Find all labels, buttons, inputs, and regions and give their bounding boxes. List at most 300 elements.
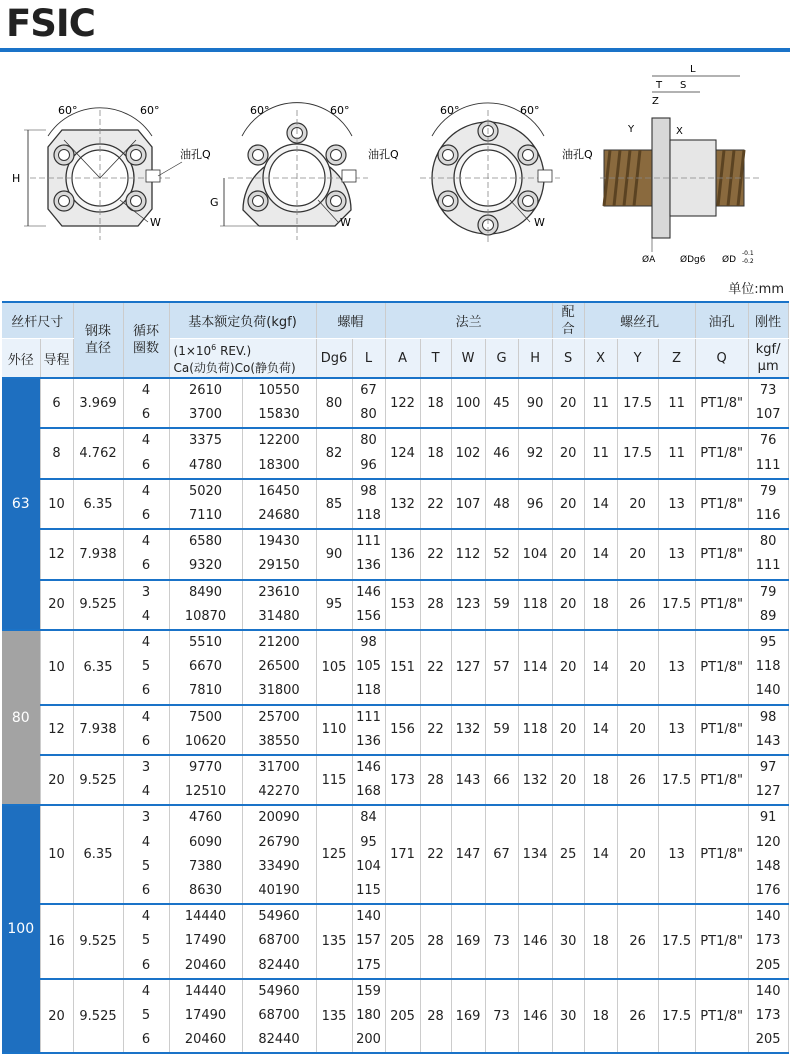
t-cell: 22: [420, 529, 451, 579]
circuits-cell-value: 3: [141, 584, 151, 600]
static-load-cell-value: 26500: [258, 659, 300, 675]
circuits-cell-value: 6: [141, 558, 151, 574]
flange-drawing-2: [210, 103, 399, 240]
circuits-cell: [123, 904, 169, 979]
dynamic-load-cell: [169, 755, 242, 805]
dynamic-load-cell-value: 7500: [188, 709, 223, 725]
length-cell-value: 104: [356, 858, 381, 874]
dim-l-label: L: [690, 64, 696, 75]
lead-cell: 10: [40, 630, 73, 705]
stiffness-cell-value: 107: [755, 407, 781, 423]
length-cell-value: 84: [360, 810, 377, 826]
col-ball-l2: 直径: [85, 341, 112, 356]
h-cell: 118: [518, 580, 552, 630]
static-load-cell: [242, 428, 316, 478]
x-cell: 18: [584, 979, 617, 1054]
y-cell: 17.5: [617, 378, 658, 428]
side-view-drawing: [600, 64, 760, 265]
static-load-cell-value: 15830: [258, 407, 300, 423]
table-row: [2, 378, 788, 428]
static-load-cell-value: 25700: [258, 709, 300, 725]
circuits-cell-value: 6: [141, 1032, 151, 1048]
w-cell: 107: [451, 479, 485, 529]
y-cell: 26: [617, 979, 658, 1054]
dynamic-load-cell-value: 14440: [184, 909, 227, 925]
tolerance-upper: -0.1: [742, 250, 754, 257]
q-cell: PT1/8": [695, 630, 748, 705]
y-cell: 20: [617, 630, 658, 705]
col-circuits: [123, 302, 169, 378]
stiffness-cell-value: 89: [759, 608, 777, 624]
ball-diameter-cell: 9.525: [73, 904, 123, 979]
table-row: [2, 979, 788, 1054]
length-cell-value: 115: [356, 883, 381, 899]
col-X: X: [584, 339, 617, 379]
w-cell: 123: [451, 580, 485, 630]
static-load-cell: [242, 630, 316, 705]
ball-diameter-cell: 9.525: [73, 580, 123, 630]
col-Y: Y: [617, 339, 658, 379]
h-cell: 90: [518, 378, 552, 428]
circuits-cell-value: 4: [141, 635, 151, 651]
static-load-cell-value: 10550: [258, 383, 300, 398]
flange-drawing-3: [420, 103, 593, 244]
y-cell: 26: [617, 904, 658, 979]
a-cell: 136: [385, 529, 420, 579]
q-cell: PT1/8": [695, 428, 748, 478]
dynamic-load-cell: [169, 529, 242, 579]
dynamic-load-cell: [169, 580, 242, 630]
dynamic-load-cell: [169, 378, 242, 428]
a-cell: 205: [385, 904, 420, 979]
static-load-cell: [242, 904, 316, 979]
a-cell: 171: [385, 805, 420, 904]
angle-label: 60°: [440, 104, 460, 117]
z-cell: 13: [658, 805, 695, 904]
col-circ-l1: 循环: [133, 324, 160, 339]
dim-w-label: W: [534, 216, 545, 229]
lead-cell: 6: [40, 378, 73, 428]
w-cell: 143: [451, 755, 485, 805]
circuits-cell-value: 4: [141, 834, 151, 850]
static-load-cell-value: 31480: [258, 608, 300, 624]
static-load-cell-value: 12200: [258, 433, 300, 449]
col-oil: 油孔: [695, 302, 748, 339]
oil-hole-label: 油孔Q: [562, 148, 593, 161]
g-cell: 48: [485, 479, 518, 529]
g-cell: 73: [485, 904, 518, 979]
h-cell: 146: [518, 979, 552, 1054]
col-Q: Q: [695, 339, 748, 379]
static-load-cell-value: 40190: [258, 883, 300, 899]
static-load-cell-value: 16450: [258, 483, 300, 499]
oil-hole-label: 油孔Q: [180, 148, 211, 161]
a-cell: 151: [385, 630, 420, 705]
z-cell: 17.5: [658, 580, 695, 630]
load-cols: Ca(动负荷)Co(静负荷): [173, 361, 296, 375]
col-W: W: [451, 339, 485, 379]
length-cell-value: 175: [356, 957, 381, 973]
col-bolt-hole: 螺丝孔: [584, 302, 695, 339]
circuits-cell-value: 6: [141, 883, 151, 899]
dynamic-load-cell-value: 2610: [188, 383, 223, 398]
dynamic-load-cell-value: 8490: [188, 584, 223, 600]
stiffness-cell-value: 111: [755, 457, 781, 473]
length-cell: [352, 705, 385, 755]
g-cell: 73: [485, 979, 518, 1054]
angle-label: 60°: [140, 104, 160, 117]
dg6-cell: 80: [316, 378, 352, 428]
ball-diameter-cell: 9.525: [73, 979, 123, 1054]
dim-w-label: W: [340, 216, 351, 229]
a-cell: 173: [385, 755, 420, 805]
dynamic-load-cell-value: 6580: [188, 534, 223, 550]
stiffness-cell-value: 111: [755, 558, 781, 574]
lead-cell: 20: [40, 755, 73, 805]
x-cell: 14: [584, 529, 617, 579]
col-G: G: [485, 339, 518, 379]
length-cell: [352, 630, 385, 705]
s-cell: 20: [552, 630, 584, 705]
col-screw: 丝杆尺寸: [2, 302, 73, 339]
col-flange: 法兰: [385, 302, 552, 339]
s-cell: 20: [552, 755, 584, 805]
circuits-cell: [123, 705, 169, 755]
circuits-cell-value: 3: [141, 810, 151, 826]
dynamic-load-cell: [169, 630, 242, 705]
length-cell-value: 140: [356, 909, 381, 925]
t-cell: 28: [420, 979, 451, 1054]
circuits-cell-value: 3: [141, 760, 151, 776]
h-cell: 92: [518, 428, 552, 478]
stiffness-cell: [748, 529, 788, 579]
table-row: [2, 705, 788, 755]
stiffness-cell: [748, 979, 788, 1054]
dynamic-load-cell-value: 3700: [188, 407, 223, 423]
col-nut: 螺帽: [316, 302, 385, 339]
circuits-cell-value: 4: [141, 983, 151, 999]
q-cell: PT1/8": [695, 705, 748, 755]
w-cell: 127: [451, 630, 485, 705]
dynamic-load-cell: [169, 904, 242, 979]
w-cell: 112: [451, 529, 485, 579]
lead-cell: 12: [40, 529, 73, 579]
circuits-cell: [123, 580, 169, 630]
col-stiff-unit: [748, 339, 788, 379]
x-cell: 14: [584, 479, 617, 529]
lead-cell: 20: [40, 979, 73, 1054]
ball-diameter-cell: 7.938: [73, 529, 123, 579]
length-cell-value: 98: [360, 483, 377, 499]
dim-y-label: Y: [628, 124, 635, 135]
length-cell-value: 118: [356, 683, 381, 699]
stiff-unit-l2: μm: [757, 359, 779, 374]
w-cell: 102: [451, 428, 485, 478]
static-load-cell-value: 68700: [258, 1008, 300, 1024]
stiffness-cell-value: 173: [755, 933, 781, 949]
static-load-cell: [242, 979, 316, 1054]
t-cell: 22: [420, 630, 451, 705]
stiffness-cell: [748, 755, 788, 805]
outer-diameter-cell: 63: [2, 378, 40, 630]
circuits-cell-value: 6: [141, 407, 151, 423]
ball-diameter-cell: 7.938: [73, 705, 123, 755]
length-cell-value: 98: [360, 635, 377, 651]
q-cell: PT1/8": [695, 805, 748, 904]
circuits-cell-value: 4: [141, 483, 151, 499]
dg6-cell: 125: [316, 805, 352, 904]
dynamic-load-cell-value: 12510: [184, 784, 227, 800]
q-cell: PT1/8": [695, 580, 748, 630]
t-cell: 18: [420, 428, 451, 478]
circuits-cell: [123, 378, 169, 428]
circuits-cell-value: 4: [141, 433, 151, 449]
lead-cell: 16: [40, 904, 73, 979]
col-load: 基本额定负荷(kgf): [169, 302, 316, 339]
circuits-cell-value: 5: [141, 659, 151, 675]
stiffness-cell-value: 148: [755, 858, 781, 874]
static-load-cell: [242, 705, 316, 755]
length-cell-value: 111: [356, 709, 381, 725]
s-cell: 20: [552, 428, 584, 478]
stiffness-cell-value: 140: [755, 683, 781, 699]
x-cell: 14: [584, 630, 617, 705]
dynamic-load-cell-value: 6670: [188, 659, 223, 675]
z-cell: 13: [658, 705, 695, 755]
circuits-cell-value: 4: [141, 784, 151, 800]
t-cell: 28: [420, 904, 451, 979]
table-row: [2, 755, 788, 805]
a-cell: 122: [385, 378, 420, 428]
table-row: [2, 479, 788, 529]
t-cell: 18: [420, 378, 451, 428]
tolerance-lower: -0.2: [742, 258, 754, 265]
table-row: [2, 904, 788, 979]
dg6-cell: 110: [316, 705, 352, 755]
w-cell: 169: [451, 904, 485, 979]
ball-diameter-cell: 6.35: [73, 805, 123, 904]
s-cell: 30: [552, 979, 584, 1054]
stiffness-cell-value: 127: [755, 784, 781, 800]
length-cell-value: 96: [360, 457, 377, 473]
length-cell: [352, 904, 385, 979]
length-cell-value: 136: [356, 558, 381, 574]
col-H: H: [518, 339, 552, 379]
angle-label: 60°: [58, 104, 78, 117]
stiffness-cell: [748, 580, 788, 630]
col-T: T: [420, 339, 451, 379]
stiffness-cell-value: 140: [755, 983, 781, 999]
static-load-cell: [242, 378, 316, 428]
dynamic-load-cell-value: 8630: [188, 883, 223, 899]
col-L: L: [352, 339, 385, 379]
dynamic-load-cell-value: 9770: [188, 760, 223, 776]
title-rule: [0, 48, 790, 52]
q-cell: PT1/8": [695, 479, 748, 529]
dynamic-load-cell-value: 20460: [184, 957, 227, 973]
y-cell: 20: [617, 705, 658, 755]
stiffness-cell: [748, 479, 788, 529]
table-row: [2, 630, 788, 705]
stiffness-cell-value: 140: [755, 909, 781, 925]
table-row: [2, 805, 788, 904]
dim-t-label: T: [656, 80, 663, 91]
dynamic-load-cell-value: 5020: [188, 483, 223, 499]
table-row: [2, 580, 788, 630]
length-cell-value: 80: [360, 407, 377, 423]
table-row: [2, 529, 788, 579]
spec-table-body: [2, 378, 788, 1053]
h-cell: 132: [518, 755, 552, 805]
dynamic-load-cell: [169, 805, 242, 904]
stiffness-cell: [748, 428, 788, 478]
stiffness-cell-value: 80: [759, 534, 777, 550]
g-cell: 66: [485, 755, 518, 805]
static-load-cell-value: 82440: [258, 957, 300, 973]
static-load-cell: [242, 479, 316, 529]
length-cell-value: 80: [360, 433, 377, 449]
s-cell: 30: [552, 904, 584, 979]
circuits-cell-value: 5: [141, 858, 151, 874]
col-fit: [552, 302, 584, 339]
static-load-cell-value: 38550: [258, 733, 300, 749]
length-cell-value: 168: [356, 784, 381, 800]
lead-cell: 10: [40, 805, 73, 904]
circuits-cell-value: 6: [141, 957, 151, 973]
angle-label: 60°: [520, 104, 540, 117]
lead-cell: 8: [40, 428, 73, 478]
static-load-cell-value: 19430: [258, 534, 300, 550]
h-cell: 104: [518, 529, 552, 579]
col-ball-diameter: [73, 302, 123, 378]
length-cell-value: 180: [356, 1008, 381, 1024]
q-cell: PT1/8": [695, 904, 748, 979]
stiffness-cell-value: 116: [755, 508, 781, 524]
length-cell: [352, 479, 385, 529]
circuits-cell: [123, 479, 169, 529]
col-fit-l2: 合: [561, 321, 575, 337]
dg6-cell: 95: [316, 580, 352, 630]
length-cell-value: 118: [356, 508, 381, 524]
stiffness-cell-value: 173: [755, 1008, 781, 1024]
angle-label: 60°: [250, 104, 270, 117]
ball-diameter-cell: 6.35: [73, 630, 123, 705]
circuits-cell-value: 6: [141, 457, 151, 473]
load-rev-sup: 6: [211, 343, 217, 352]
z-cell: 13: [658, 479, 695, 529]
length-cell-value: 159: [356, 983, 381, 999]
stiffness-cell-value: 120: [755, 834, 781, 850]
x-cell: 11: [584, 378, 617, 428]
dim-a-label: ØA: [642, 255, 656, 265]
stiffness-cell-value: 205: [755, 1032, 781, 1048]
stiffness-cell-value: 79: [759, 584, 777, 600]
dynamic-load-cell-value: 14440: [184, 983, 227, 999]
load-rev-end: REV.): [216, 344, 252, 358]
t-cell: 22: [420, 705, 451, 755]
static-load-cell-value: 18300: [258, 457, 300, 473]
dim-dg6-label: ØDg6: [680, 255, 706, 265]
length-cell-value: 136: [356, 733, 381, 749]
dynamic-load-cell-value: 7380: [188, 858, 223, 874]
dg6-cell: 135: [316, 979, 352, 1054]
dynamic-load-cell-value: 9320: [188, 558, 223, 574]
q-cell: PT1/8": [695, 378, 748, 428]
g-cell: 67: [485, 805, 518, 904]
s-cell: 25: [552, 805, 584, 904]
x-cell: 14: [584, 705, 617, 755]
a-cell: 124: [385, 428, 420, 478]
dynamic-load-cell-value: 20460: [184, 1032, 227, 1048]
dynamic-load-cell: [169, 428, 242, 478]
z-cell: 13: [658, 630, 695, 705]
stiffness-cell-value: 176: [755, 883, 781, 899]
static-load-cell-value: 68700: [258, 933, 300, 949]
dim-w-label: W: [150, 216, 161, 229]
length-cell: [352, 378, 385, 428]
circuits-cell-value: 5: [141, 1008, 151, 1024]
circuits-cell-value: 6: [141, 683, 151, 699]
s-cell: 20: [552, 479, 584, 529]
dg6-cell: 85: [316, 479, 352, 529]
y-cell: 26: [617, 580, 658, 630]
circuits-cell-value: 6: [141, 508, 151, 524]
circuits-cell: [123, 979, 169, 1054]
ball-diameter-cell: 3.969: [73, 378, 123, 428]
static-load-cell-value: 29150: [258, 558, 300, 574]
static-load-cell-value: 21200: [258, 635, 300, 651]
col-A: A: [385, 339, 420, 379]
angle-label: 60°: [330, 104, 350, 117]
length-cell-value: 157: [356, 933, 381, 949]
dimension-drawings: [0, 58, 790, 268]
circuits-cell-value: 4: [141, 383, 151, 398]
t-cell: 22: [420, 479, 451, 529]
stiffness-cell: [748, 705, 788, 755]
circuits-cell: [123, 529, 169, 579]
dynamic-load-cell-value: 10620: [184, 733, 227, 749]
static-load-cell: [242, 755, 316, 805]
static-load-cell-value: 20090: [258, 810, 300, 826]
circuits-cell: [123, 630, 169, 705]
y-cell: 20: [617, 479, 658, 529]
z-cell: 17.5: [658, 904, 695, 979]
q-cell: PT1/8": [695, 755, 748, 805]
length-cell-value: 200: [356, 1032, 381, 1048]
x-cell: 18: [584, 580, 617, 630]
ball-diameter-cell: 9.525: [73, 755, 123, 805]
dim-d-label: ØD: [722, 255, 737, 265]
w-cell: 147: [451, 805, 485, 904]
z-cell: 17.5: [658, 755, 695, 805]
lead-cell: 12: [40, 705, 73, 755]
static-load-cell-value: 33490: [258, 858, 300, 874]
stiffness-cell: [748, 805, 788, 904]
dynamic-load-cell-value: 6090: [188, 834, 223, 850]
col-od: 外径: [2, 339, 40, 379]
g-cell: 57: [485, 630, 518, 705]
length-cell-value: 156: [356, 608, 381, 624]
dynamic-load-cell-value: 17490: [184, 933, 227, 949]
g-cell: 52: [485, 529, 518, 579]
length-cell: [352, 580, 385, 630]
stiff-unit-l1: kgf/: [755, 342, 781, 357]
outer-diameter-cell: 80: [2, 630, 40, 805]
h-cell: 96: [518, 479, 552, 529]
lead-cell: 20: [40, 580, 73, 630]
static-load-cell-value: 26790: [258, 834, 300, 850]
col-dg6: Dg6: [316, 339, 352, 379]
